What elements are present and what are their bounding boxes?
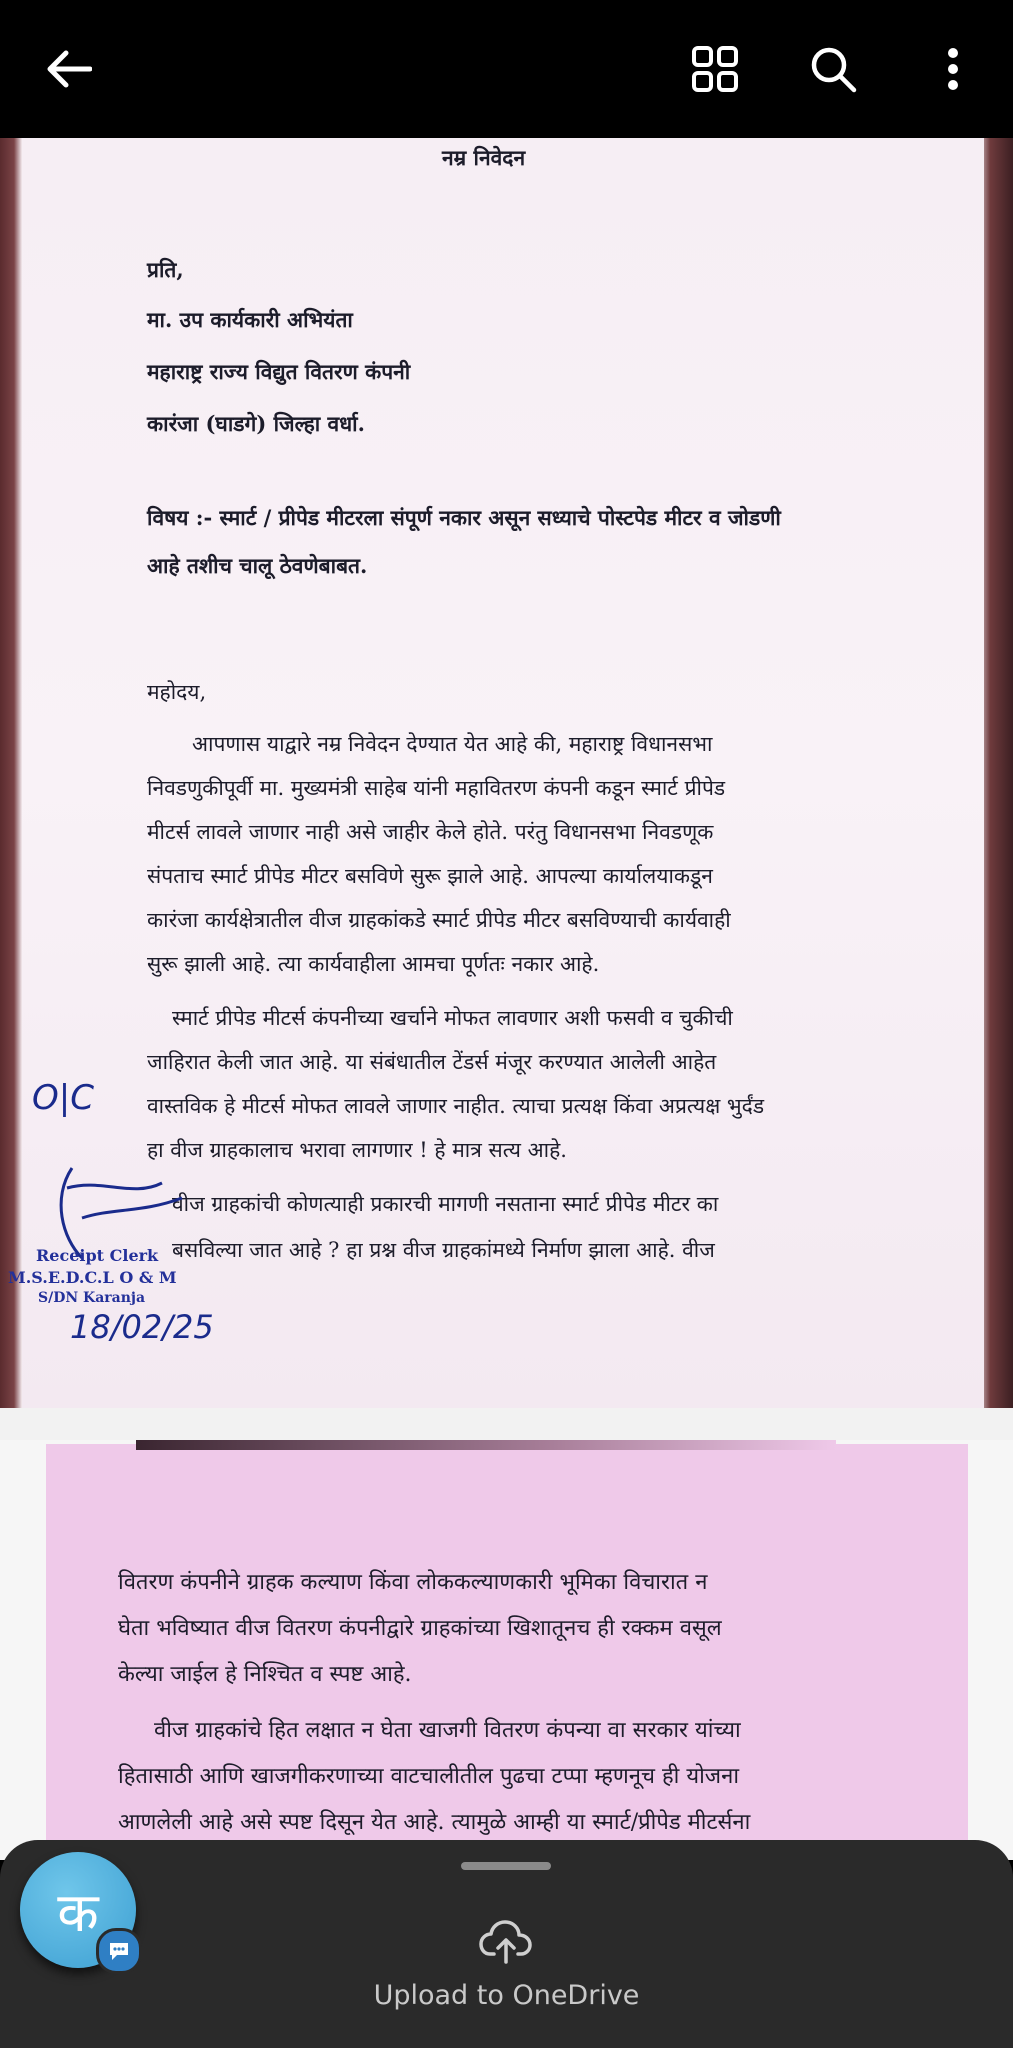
search-icon[interactable] — [798, 34, 868, 104]
letter-subject: आहे तशीच चालू ठेवणेबाबत. — [147, 553, 368, 578]
letter-body-line: हा वीज ग्राहकालाच भरावा लागणार ! हे मात्र सत्य आहे. — [147, 1138, 567, 1162]
grid-view-icon[interactable] — [680, 34, 750, 104]
letter-body-line: आणलेली आहे असे स्पष्ट दिसून येत आहे. त्यामुळे आम्ही या स्मार्ट/प्रीपेड मीटर्सना — [118, 1810, 751, 1835]
top-toolbar — [0, 0, 1013, 138]
page-separator — [0, 1408, 1013, 1440]
letter-sheet-2 — [46, 1444, 968, 1864]
document-photo-page-1 — [0, 138, 1013, 1408]
chat-bubble-icon — [96, 1928, 142, 1974]
letter-body-line: बसविल्या जात आहे ? हा प्रश्न वीज ग्राहकांमध्ये निर्माण झाला आहे. वीज — [172, 1238, 715, 1262]
letter-body-line: निवडणुकीपूर्वी मा. मुख्यमंत्री साहेब यांनी महावितरण कंपनी कडून स्मार्ट प्रीपेड — [147, 776, 726, 800]
chat-head-letter: क — [57, 1881, 99, 1944]
drag-handle[interactable] — [461, 1862, 551, 1870]
document-photo-page-2 — [0, 1440, 1013, 1860]
cloud-upload-icon[interactable] — [478, 1918, 534, 1966]
more-vertical-icon[interactable] — [918, 34, 988, 104]
stamp-line: S/DN Karanja — [38, 1290, 146, 1306]
letter-body-line: हितासाठी आणि खाजगीकरणाच्या वाटचालीतील पुढचा टप्पा म्हणनूच ही योजना — [118, 1764, 740, 1789]
letter-sheet — [8, 138, 984, 1408]
letter-body-line: मीटर्स लावले जाणार नाही असे जाहीर केले होते. परंतु विधानसभा निवडणूक — [147, 820, 714, 844]
margin-note: O|C — [32, 1078, 94, 1118]
letter-body-line: जाहिरात केली जात आहे. या संबंधातील टेंडर्स मंजूर करण्यात आलेली आहेत — [147, 1050, 717, 1074]
letter-body-line: वीज ग्राहकांचे हित लक्षात न घेता खाजगी वितरण कंपन्या वा सरकार यांच्या — [154, 1718, 741, 1743]
letter-to: प्रति, — [147, 257, 184, 282]
bottom-action-sheet — [0, 1840, 1013, 2048]
letter-body-line: संपताच स्मार्ट प्रीपेड मीटर बसविणे सुरू झाले आहे. आपल्या कार्यालयाकडून — [147, 864, 713, 888]
letter-body-line: घेता भविष्यात वीज वितरण कंपनीद्वारे ग्राहकांच्या खिशातूनच ही रक्कम वसूल — [118, 1616, 722, 1641]
stamp-line: Receipt Clerk — [36, 1246, 159, 1265]
letter-body-line: स्मार्ट प्रीपेड मीटर्स कंपनीच्या खर्चाने मोफत लावणार अशी फसवी व चुकीची — [172, 1006, 733, 1030]
letter-body-line: केल्या जाईल हे निश्चित व स्पष्ट आहे. — [118, 1662, 412, 1687]
letter-body-line: आपणास याद्वारे नम्र निवेदन देण्यात येत आहे की, महाराष्ट्र विधानसभा — [192, 732, 713, 756]
letter-address-line: महाराष्ट्र राज्य विद्युत वितरण कंपनी — [147, 359, 411, 384]
letter-body-line: वीज ग्राहकांची कोणत्याही प्रकारची मागणी नसताना स्मार्ट प्रीपेड मीटर का — [172, 1192, 719, 1216]
letter-body-line: वितरण कंपनीने ग्राहक कल्याण किंवा लोककल्याणकारी भूमिका विचारात न — [118, 1570, 708, 1595]
letter-body-line: सुरू झाली आहे. त्या कार्यवाहीला आमचा पूर्णतः नकार आहे. — [147, 952, 600, 976]
upload-to-onedrive-button[interactable]: Upload to OneDrive — [373, 1980, 640, 2011]
stamp-line: M.S.E.D.C.L O & M — [8, 1268, 177, 1287]
letter-heading: नम्र निवेदन — [442, 145, 526, 170]
letter-address-line: मा. उप कार्यकारी अभियंता — [147, 307, 353, 332]
letter-body-line: वास्तविक हे मीटर्स मोफत लावले जाणार नाहीत. त्याचा प्रत्यक्ष किंवा अप्रत्यक्ष भुर्दंड — [147, 1094, 765, 1118]
letter-subject: विषय :- स्मार्ट / प्रीपेड मीटरला संपूर्ण नकार असून सध्याचे पोस्टपेड मीटर व जोडणी — [147, 505, 781, 530]
stamp-date: 18/02/25 — [70, 1308, 214, 1346]
letter-address-line: कारंजा (घाडगे) जिल्हा वर्धा. — [147, 411, 365, 436]
back-arrow-icon[interactable] — [34, 34, 104, 104]
letter-body-line: कारंजा कार्यक्षेत्रातील वीज ग्राहकांकडे स्मार्ट प्रीपेड मीटर बसविण्याची कार्यवाही — [147, 908, 731, 932]
letter-salutation: महोदय, — [147, 680, 207, 704]
